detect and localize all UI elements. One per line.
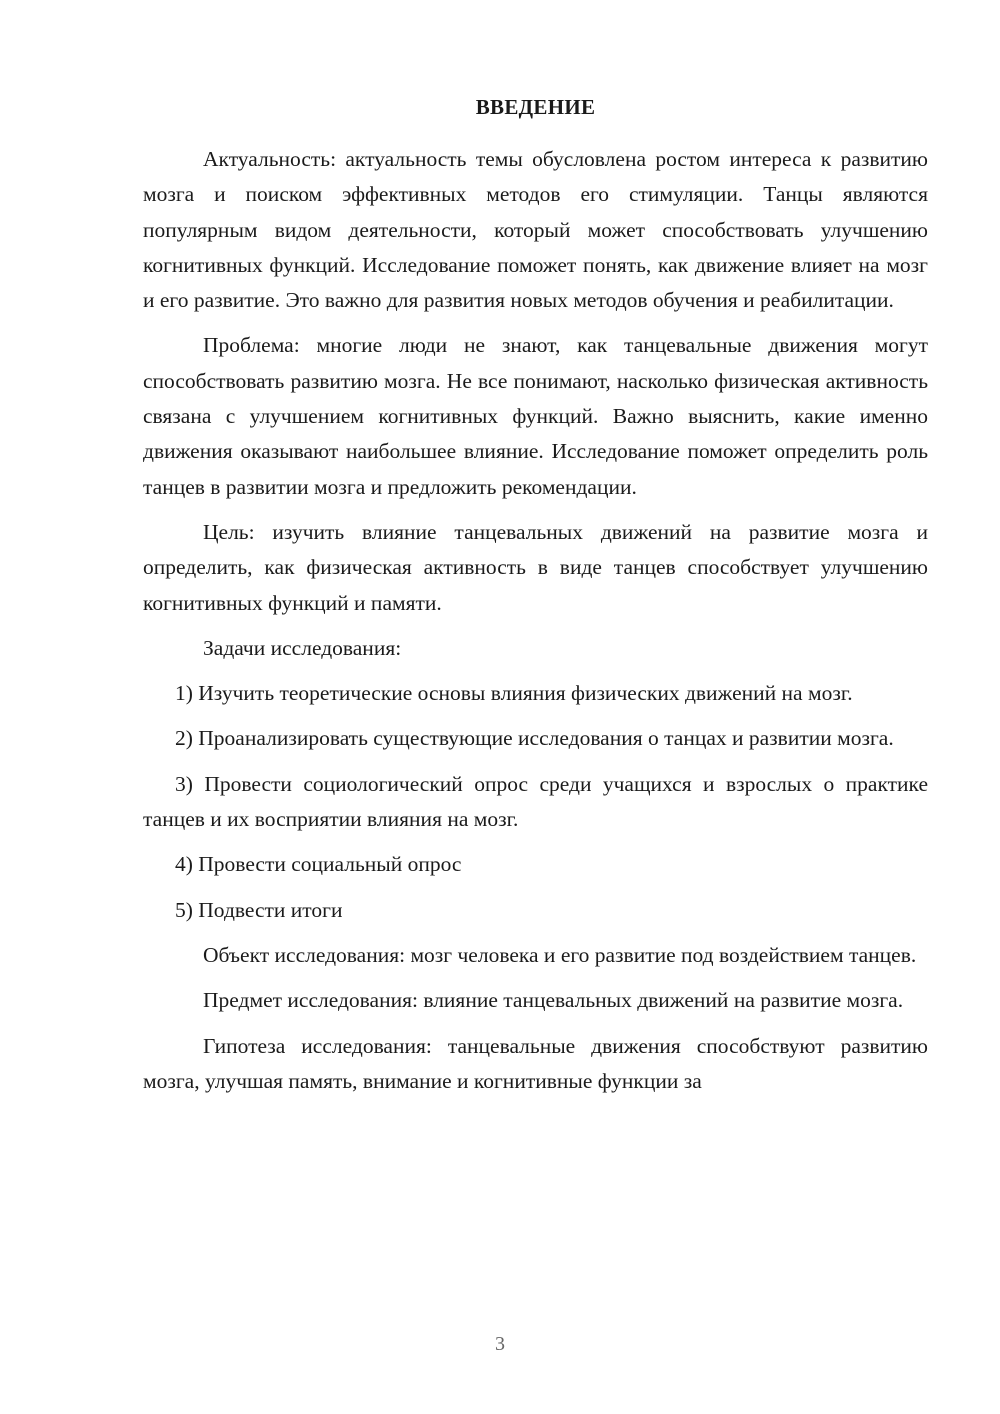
document-page [143, 90, 928, 1340]
paragraph-hypothesis: Гипотеза исследования: танцевальные движения способствуют развитию мозга, улучшая память, внимание и когнитивные функции за [143, 1033, 928, 1093]
section-title: ВВЕДЕНИЕ [475, 95, 596, 119]
task-item-4: 4) Провести социальный опрос [175, 852, 462, 877]
paragraph-object: Объект исследования: мозг человека и его развитие под воздействием танцев. [203, 942, 917, 967]
page-number: 3 [495, 1333, 505, 1355]
task-item-2: 2) Проанализировать существующие исследования о танцах и развитии мозга. [175, 726, 894, 751]
task-item-3: 3) Провести социологический опрос среди учащихся и взрослых о практике танцев и их восприятии влияния на мозг. [143, 771, 928, 832]
paragraph-goal: Цель: изучить влияние танцевальных движений на развитие мозга и определить, как физическая активность в виде танцев способствует улучшению когнитивных функций и памяти. [143, 519, 928, 615]
paragraph-subject: Предмет исследования: влияние танцевальных движений на развитие мозга. [203, 988, 904, 1013]
paragraph-tasks-heading: Задачи исследования: [203, 635, 402, 660]
paragraph-relevance: Актуальность: актуальность темы обусловлена ростом интереса к развитию мозга и поиском эффективных методов его стимуляции. Танцы являются популярным видом деятельности, который может способствовать улучшению когнитивных функций. Исследование поможет понять, как движение влияет на мозг и его развитие. Это важно для развития новых методов обучения и реабилитации. [143, 147, 928, 313]
task-item-1: 1) Изучить теоретические основы влияния физических движений на мозг. [175, 681, 853, 706]
task-item-5: 5) Подвести итоги [175, 897, 343, 922]
paragraph-problem: Проблема: многие люди не знают, как танцевальные движения могут способствовать развитию мозга. Не все понимают, насколько физическая активность связана с улучшением когнитивных функций. Важно выяснить, какие именно движения оказывают наибольшее влияние. Исследование поможет определить роль танцев в развитии мозга и предложить рекомендации. [143, 333, 928, 499]
